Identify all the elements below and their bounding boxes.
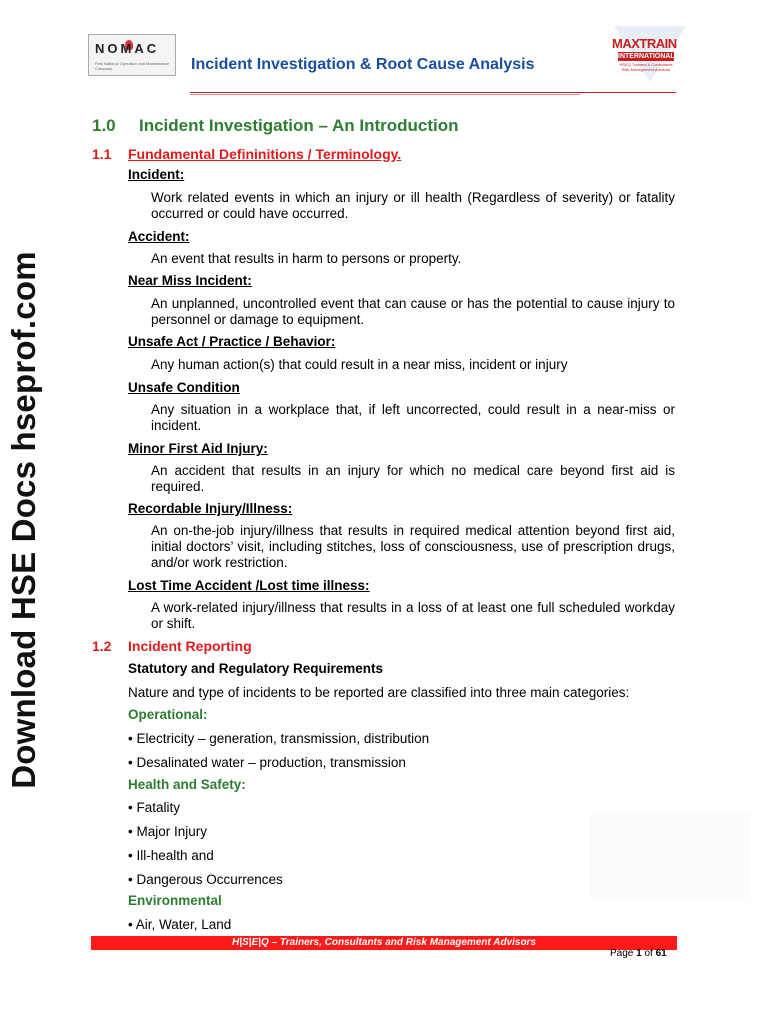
list-item: • Major Injury — [128, 824, 207, 839]
definition-lost-time: A work-related injury/illness that results in a loss of at least one full scheduled workday or shift. — [151, 600, 675, 631]
category-health-safety: Health and Safety: — [128, 777, 246, 792]
definition-near-miss: An unplanned, uncontrolled event that can cause or has the potential to cause injury to personnel or damage to equipment. — [151, 296, 675, 327]
subheading: Statutory and Regulatory Requirements — [128, 661, 384, 676]
definition-recordable: An on-the-job injury/illness that results in required medical attention beyond first aid, initial doctors’ visit, including stitches, loss of consciousness, use of prescription drugs, and/or work restriction. — [151, 523, 675, 570]
subsection-title: Incident Reporting — [128, 638, 252, 654]
category-operational: Operational: — [128, 707, 208, 722]
page-current: 1 — [636, 948, 642, 959]
term-unsafe-condition: Unsafe Condition — [128, 380, 240, 395]
page-total: 61 — [655, 948, 667, 959]
maxtrain-logo-name: MAXTRAIN — [612, 36, 677, 51]
term-accident: Accident: — [128, 229, 190, 244]
list-item: • Fatality — [128, 800, 180, 815]
maxtrain-logo-sub: HSEQ Trainers & Consultants Risk Management Advisors — [619, 62, 673, 72]
footer-banner-text: H|S|E|Q – Trainers, Consultants and Risk Management Advisors — [231, 937, 537, 948]
term-lost-time: Lost Time Accident /Lost time illness: — [128, 578, 370, 593]
page-number — [610, 948, 667, 959]
intro-paragraph: Nature and type of incidents to be reported are classified into three main categories: — [128, 685, 630, 700]
term-first-aid: Minor First Aid Injury: — [128, 441, 268, 456]
footer-banner — [91, 936, 677, 950]
list-item: • Desalinated water – production, transmission — [128, 755, 406, 770]
header-title: Incident Investigation & Root Cause Analysis — [191, 56, 535, 73]
definition-first-aid: An accident that results in an injury for which no medical care beyond first aid is required. — [151, 463, 675, 494]
term-unsafe-act: Unsafe Act / Practice / Behavior: — [128, 334, 336, 349]
term-near-miss: Near Miss Incident: — [128, 273, 252, 288]
list-item: • Electricity – generation, transmission, distribution — [128, 731, 430, 746]
category-environmental: Environmental — [128, 893, 222, 908]
definition-incident: Work related events in which an injury or ill health (Regardless of severity) or fatality occurred or could have occurred. — [151, 190, 675, 221]
maxtrain-logo-band: INTERNATIONAL — [618, 53, 675, 60]
definition-unsafe-act: Any human action(s) that could result in a near miss, incident or injury — [151, 357, 568, 372]
section-title: Incident Investigation – An Introduction — [139, 116, 459, 135]
nomac-logo-subtext: First National Operation and Maintenance Company — [95, 61, 170, 71]
subsection-number: 1.1 — [92, 146, 112, 162]
definition-accident: An event that results in harm to persons or property. — [151, 251, 462, 266]
subsection-number: 1.2 — [92, 638, 112, 654]
nomac-logo-text: NOMAC — [95, 41, 160, 56]
term-incident: Incident: — [128, 167, 185, 182]
section-number: 1.0 — [92, 116, 116, 135]
watermark-text: Download HSE Docs hseprof.com — [5, 251, 42, 789]
definition-unsafe-condition: Any situation in a workplace that, if left uncorrected, could result in a near-miss or incident. — [151, 402, 675, 433]
faint-background-box — [590, 812, 750, 902]
list-item: • Air, Water, Land — [128, 917, 232, 932]
subsection-title: Fundamental Defininitions / Terminology. — [128, 146, 402, 162]
list-item: • Ill-health and — [128, 848, 214, 863]
term-recordable: Recordable Injury/Illness: — [128, 501, 293, 516]
page-of: of — [644, 948, 653, 959]
page-label: Page — [610, 948, 634, 959]
list-item: • Dangerous Occurrences — [128, 872, 283, 887]
